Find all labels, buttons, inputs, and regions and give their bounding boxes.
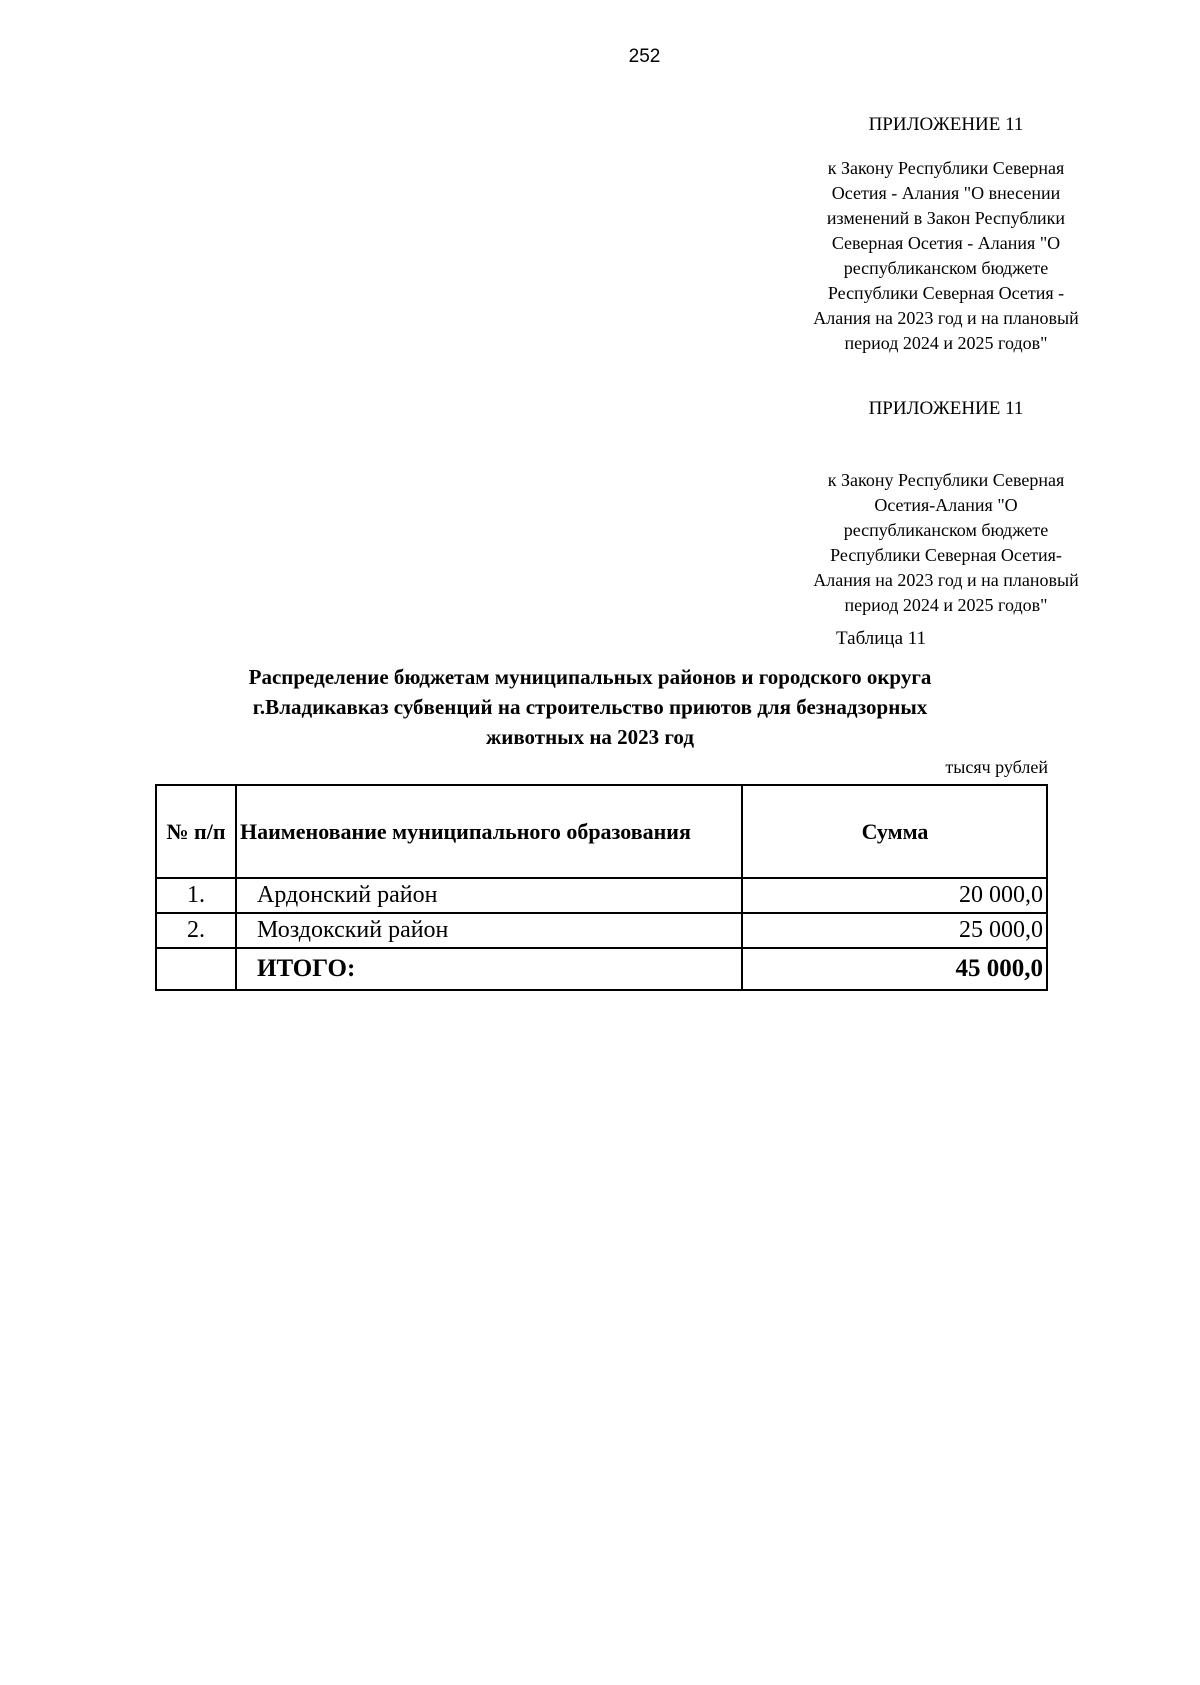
row-municipality: Моздокский район	[236, 913, 742, 948]
annex-2-line: к Закону Республики Северная	[827, 470, 1065, 490]
table-label: Таблица 11	[836, 628, 927, 649]
row-number: 1.	[156, 878, 236, 913]
annex-2-text	[740, 468, 1152, 618]
total-number	[156, 948, 236, 990]
table-header-row	[156, 785, 1047, 878]
annex-2-line: период 2024 и 2025 годов"	[844, 595, 1048, 615]
annex-1-title: ПРИЛОЖЕНИЕ 11	[868, 114, 1024, 135]
annex-1-text	[740, 156, 1152, 356]
header-sum: Сумма	[742, 785, 1047, 878]
annex-1-line: Осетия - Алания "О внесении	[831, 183, 1061, 203]
title-line: животных на 2023 год	[486, 725, 694, 749]
row-sum: 25 000,0	[742, 913, 1047, 948]
table-row	[156, 878, 1047, 913]
header-number: № п/п	[156, 785, 236, 878]
row-sum: 20 000,0	[742, 878, 1047, 913]
document-title	[140, 662, 1040, 752]
total-row	[156, 948, 1047, 990]
annex-1-line: республиканском бюджете	[843, 258, 1049, 278]
units-text: тысяч рублей	[945, 757, 1048, 777]
page-number: 252	[628, 46, 661, 67]
annex-1-line: к Закону Республики Северная	[827, 158, 1065, 178]
annex-2-line: Осетия-Алания "О	[874, 495, 1018, 515]
total-sum: 45 000,0	[742, 948, 1047, 990]
header-municipality: Наименование муниципального образования	[236, 785, 742, 878]
annex-1-line: изменений в Закон Республики	[826, 208, 1066, 228]
annex-2-line: Республики Северная Осетия-	[830, 545, 1062, 565]
annex-1-line: Северная Осетия - Алания "О	[831, 233, 1061, 253]
row-municipality: Ардонский район	[236, 878, 742, 913]
annex-1-line: период 2024 и 2025 годов"	[844, 333, 1048, 353]
annex-2-line: республиканском бюджете	[843, 520, 1049, 540]
annex-2-title: ПРИЛОЖЕНИЕ 11	[868, 398, 1024, 419]
title-line: Распределение бюджетам муниципальных районов и городского округа	[248, 665, 932, 689]
annex-2-line: Алания на 2023 год и на плановый	[813, 570, 1079, 590]
table-row	[156, 913, 1047, 948]
total-label: ИТОГО:	[236, 948, 742, 990]
annex-1-line: Алания на 2023 год и на плановый	[813, 308, 1079, 328]
annex-1-line: Республики Северная Осетия -	[827, 283, 1065, 303]
row-number: 2.	[156, 913, 236, 948]
subvention-table	[155, 784, 1048, 991]
title-line: г.Владикавказ субвенций на строительство приютов для безнадзорных	[252, 695, 928, 719]
